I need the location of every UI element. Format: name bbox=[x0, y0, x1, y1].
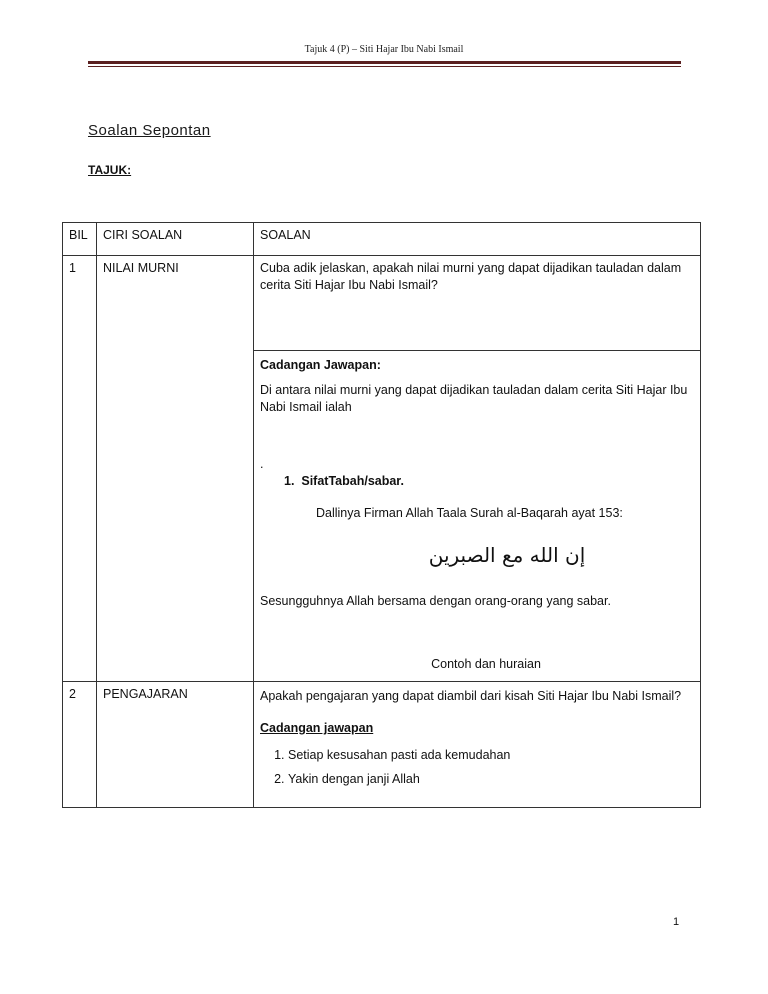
section-title: Soalan Sepontan bbox=[88, 122, 211, 139]
table-row bbox=[63, 682, 701, 808]
tajuk-label: TAJUK: bbox=[88, 163, 132, 177]
page-header-title: Tajuk 4 (P) – Siti Hajar Ibu Nabi Ismail bbox=[304, 44, 464, 55]
row2-answer bbox=[254, 682, 701, 808]
row2-bil: 2 bbox=[63, 682, 97, 808]
row1-point1: 1. SifatTabah/sabar. bbox=[284, 473, 404, 488]
page-number: 1 bbox=[673, 916, 680, 928]
row1-dalil: Dallinya Firman Allah Taala Surah al-Baqarah ayat 153: bbox=[316, 506, 623, 521]
row1-answer-heading: Cadangan Jawapan: bbox=[260, 358, 381, 372]
row2-ciri: PENGAJARAN bbox=[97, 682, 254, 808]
row1-answer bbox=[254, 351, 701, 682]
header-rule-thin bbox=[88, 66, 681, 67]
list-item: 2. Yakin dengan janji Allah bbox=[288, 771, 694, 788]
row2-question: Apakah pengajaran yang dapat diambil dari kisah Siti Hajar Ibu Nabi Ismail? bbox=[260, 689, 682, 703]
row1-answer-intro: Di antara nilai murni yang dapat dijadikan tauladan dalam cerita Siti Hajar Ibu Nabi Ismail ialah bbox=[260, 382, 688, 414]
header-rule bbox=[88, 61, 681, 64]
row1-dot: . bbox=[260, 456, 264, 471]
row1-point1-text: SifatTabah/sabar. bbox=[301, 473, 404, 488]
questions-table bbox=[62, 222, 701, 808]
row1-ciri: NILAI MURNI bbox=[97, 256, 254, 682]
header-soalan: SOALAN bbox=[254, 223, 701, 256]
row1-example: Contoh dan huraian bbox=[431, 657, 541, 672]
table-row bbox=[63, 256, 701, 351]
header-bil: BIL bbox=[63, 223, 97, 256]
row1-translation: Sesungguhnya Allah bersama dengan orang-orang yang sabar. bbox=[260, 594, 611, 609]
list-item: 1. Setiap kesusahan pasti ada kemudahan bbox=[288, 747, 694, 764]
row1-arabic-verse: إن الله مع الصبرين bbox=[428, 543, 586, 568]
row2-points bbox=[260, 747, 694, 788]
table-header-row bbox=[63, 223, 701, 256]
row1-question: Cuba adik jelaskan, apakah nilai murni yang dapat dijadikan tauladan dalam cerita Siti Hajar Ibu Nabi Ismail? bbox=[254, 256, 701, 351]
row2-answer-heading: Cadangan jawapan bbox=[260, 720, 374, 735]
row1-bil: 1 bbox=[63, 256, 97, 682]
header-ciri: CIRI SOALAN bbox=[97, 223, 254, 256]
